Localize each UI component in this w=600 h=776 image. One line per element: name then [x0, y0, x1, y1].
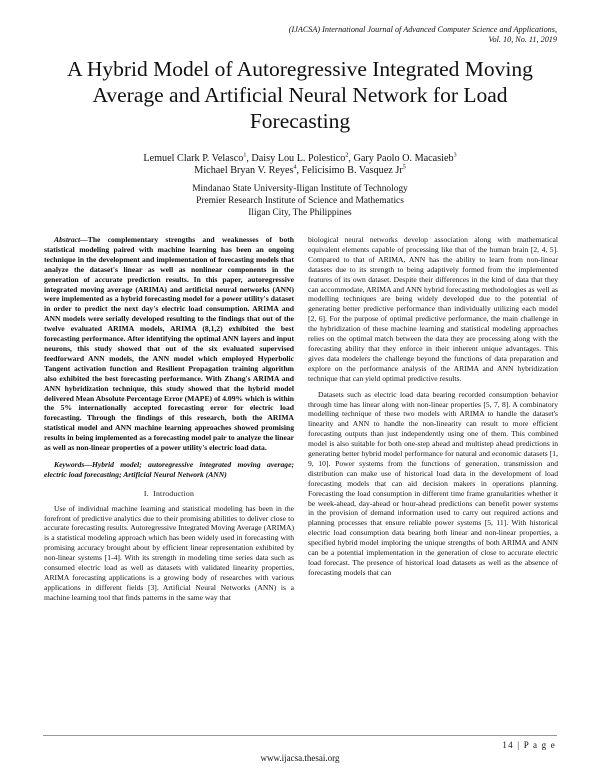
affiliation — [60, 183, 540, 220]
author-line — [60, 165, 540, 177]
section-heading — [44, 489, 294, 499]
section-number: I. — [143, 488, 149, 498]
footer-divider — [43, 735, 557, 736]
affiliation-line: Mindanao State University-Iligan Institute of Technology — [192, 184, 408, 194]
author-affil-mark: 3 — [453, 152, 457, 159]
page-label: P a g e — [523, 740, 556, 750]
author-list — [60, 153, 540, 177]
page-number-value: 14 — [502, 740, 514, 750]
left-column — [44, 235, 294, 603]
author-affil-mark: 1 — [243, 152, 247, 159]
author-affil-mark: 4 — [293, 164, 297, 171]
journal-name: (IJACSA) International Journal of Advanced Computer Science and Applications, — [288, 25, 557, 34]
author-name: Lemuel Clark P. Velasco — [143, 153, 244, 164]
author-line — [60, 153, 540, 165]
right-column — [308, 235, 558, 578]
abstract-text: The complementary strengths and weaknesses of both statistical modeling paired with machine learning has been an ongoing technique in the development and implementation of forecasting models that analyze the dataset's linear as well as nonlinear components in the generation of accurate prediction results. In this paper, autoregressive integrated moving average (ARIMA) and artificial neural networks (ANN) were implemented as a hybrid forecasting model for a power utility's dataset in order to predict the next day's electric load consumption. ARIMA and ANN models were serially developed resulting to the findings that out of the twelve evaluated ARIMA models, ARIMA (8,1,2) exhibited the best forecasting performance. After identifying the optimal ANN layers and input neurons, this study showed that out of the six evaluated supervised feedforward ANN models, the ANN model which employed Hyperbolic Tangent activation function and Resilient Propagation training algorithm also exhibited the best forecasting performance. With Zhang's ARIMA and ANN hybridization technique, this study showed that the hybrid model delivered Mean Absolute Percentage Error (MAPE) of 4.09% which is within the 5% internationally accepted forecasting error for electric load forecasting. Through the findings of this research, both the ARIMA statistical model and ANN machine learning approaches showed promising results in being implemented as a forecasting model pair to analyze the linear as well as non-linear properties of a power utility's electric load data. — [44, 235, 294, 453]
body-paragraph: Datasets such as electric load data bearing recorded consumption behavior through time has linear along with non-linear properties [5, 7, 8]. A combinatory modelling technique of these two models with ARIMA to handle the dataset's linearity and ANN to handle the non-linearity can result to more efficient forecasting outputs than just independently using one of them. This combined model is also suitable for both one-step ahead and multistep ahead predictions in generating better hybrid model performance for natural and economic datasets [1, 9, 10]. Power systems from the functions of generation, transmission and distribution can make use of historical load data in the development of load forecasting models that can aid decision makers in operations planning. Forecasting the load consumption in different time frame granularities whether it be week-ahead, day-ahead or hour-ahead predictions can benefit power systems in the provision of demand information used to carry out required actions and planning processes that ensure reliable power systems [5, 11]. With historical electric load consumption data bearing both linear and non-linear properties, a specified hybrid model imploring the unique strengths of both ARIMA and ANN can be a potential implementation in the generation of close to accurate electric load forecast. The presence of historical load datasets as well as the absence of forecasting models that can — [308, 389, 558, 577]
page-separator: | — [513, 740, 524, 750]
page-number — [502, 740, 556, 750]
abstract-label: Abstract— — [54, 235, 88, 244]
author-name: , Daisy Lou L. Polestico — [246, 153, 346, 164]
author-name: Michael Bryan V. Reyes — [194, 165, 294, 176]
footer-url[interactable]: www.ijacsa.thesai.org — [260, 753, 340, 763]
affiliation-line: Iligan City, The Philippines — [248, 208, 352, 219]
body-paragraph: Use of individual machine learning and statistical modeling has been in the forefront of predictive analytics due to their promising abilities to deliver close to accurate forecasting results. Autoregressive Integrated Moving Average (ARIMA) is a statistical modeling approach which has been widely used in forecasting with promising accuracy brought about by efficient linear representation exhibited by non-linear systems [1-4]. With its strength in modeling time series data such as consumed electric load as well as datasets with validated linearity properties, ARIMA forecasting applications is a growing body of researches with various applications in different fields [3]. Artificial Neural Networks (ANN) is a machine learning tool that finds patterns in the same way that — [44, 503, 294, 602]
title-line: A Hybrid Model of Autoregressive Integrated Moving — [67, 57, 533, 81]
title-line: Average and Artificial Neural Network for Load — [92, 83, 508, 107]
keywords: Keywords—Hybrid model; autoregressive integrated moving average; electric load forecasting; Artificial Neural Network (ANN) — [44, 459, 294, 479]
author-affil-mark: 2 — [345, 152, 349, 159]
author-name: , Gary Paolo O. Macasieb — [348, 153, 454, 164]
journal-header — [197, 25, 557, 45]
affiliation-line: Premier Research Institute of Science and Mathematics — [196, 196, 404, 207]
title-line: Forecasting — [249, 109, 351, 133]
abstract — [44, 235, 294, 453]
body-paragraph: biological neural networks develop association along with mathematical equivalent elements capable of processing like that of the human brain [2, 4, 5]. Compared to that of ARIMA, ANN has the ability to learn from non-linear datasets due to its strength to being adaptively formed from the implemented features of its own dataset. Despite their differences in the kind of data that they can accommodate, ARIMA and ANN hybrid forecasting methodologies as well as modelling techniques are being widely developed due to the potential of generating better predictive performance than individually utilizing each model [2, 6]. For the purpose of optimal predictive performance, the main challenge in the hybridization of these machine learning and statistical modeling approaches relies on the optimal match between the data they are processing along with the forecasting ability that they enforce in their inherent unique advantages. This gives data modelers the challenge beyond the functions of data preparation and explore on the performance analysis of the ARIMA and ANN hybridization technique that can yield optimal predictive results. — [308, 235, 558, 383]
author-affil-mark: 5 — [402, 164, 406, 171]
journal-volume: Vol. 10, No. 11, 2019 — [488, 35, 557, 44]
section-title: Introduction — [153, 488, 195, 498]
author-name: , Felicisimo B. Vasquez Jr — [296, 165, 403, 176]
paper-title — [30, 56, 570, 134]
